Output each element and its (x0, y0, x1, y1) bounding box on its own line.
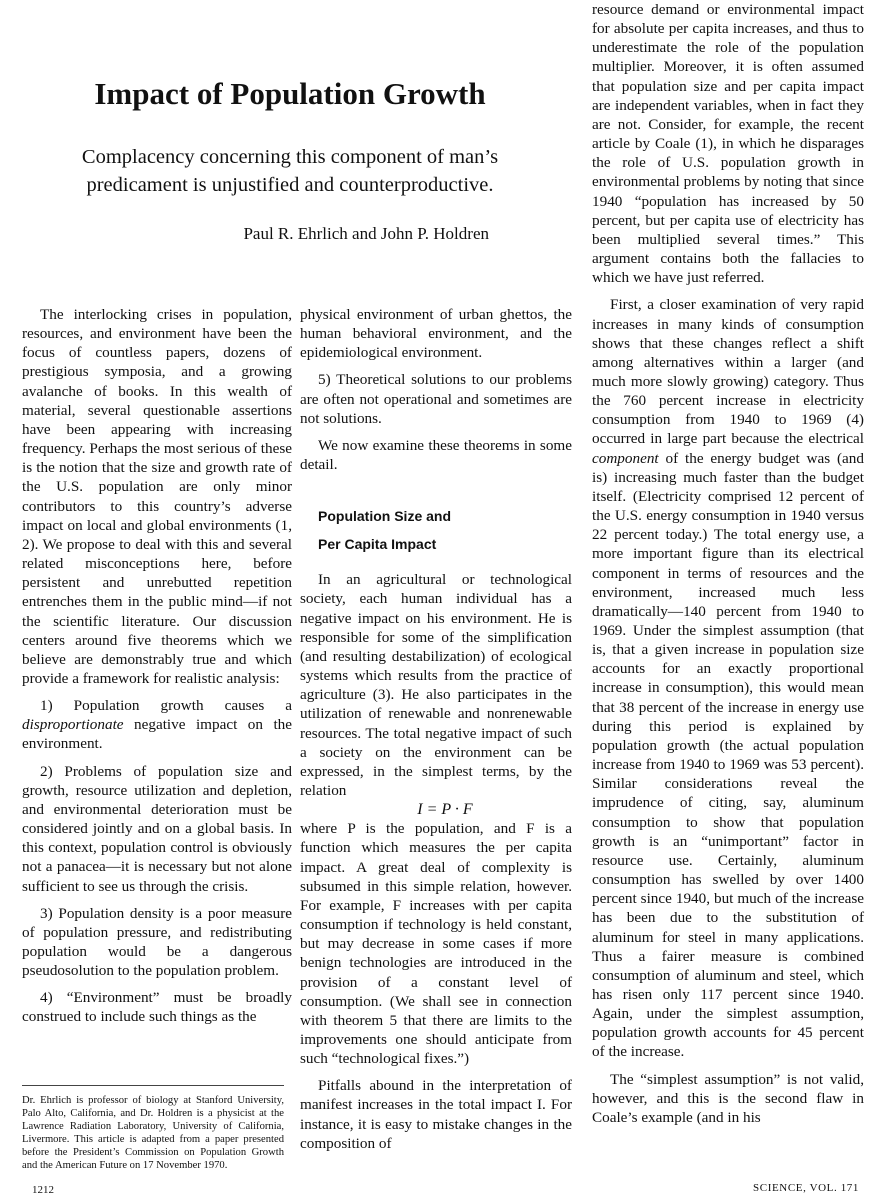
article-title: Impact of Population Growth (94, 76, 486, 111)
theorem-1: 1) Population growth causes a disproportionate negative impact on the environment. (22, 697, 292, 753)
section-heading-line-2: Per Capita Impact (318, 536, 437, 553)
emphasis-disproportionate: disproportionate (22, 716, 124, 734)
theorem-5: 5) Theoretical solutions to our problems are often not operational and sometimes are not solutions. (300, 371, 572, 427)
paragraph-examine: We now examine these theorems in some detail. (300, 436, 572, 474)
theorem-4: 4) “Environment” must be broadly construed to include such things as the (22, 989, 292, 1026)
section-heading-line-1: Population Size and (318, 508, 452, 525)
paragraph-pitfalls: Pitfalls abound in the interpretation of manifest increases in the total impact I. For instance, it is easy to mistake changes in the composition of (300, 1077, 572, 1152)
article-subtitle: Complacency concerning this component of man’s predicament is unjustified and counterproductive. (81, 146, 499, 196)
paragraph-where: where P is the population, and F is a function which measures the per capita impact. A great deal of complexity is subsumed in this simple relation, however. For example, F increases with per capita consumption if technology is held constant, but may decrease in some cases if more benign technologies are introduced in the provision of a constant level of consumption. (We shall see in connection with theorem 5 that there are limits to the improvements one should anticipate from such “technological fixes.”) (300, 820, 572, 1068)
section-heading (300, 502, 572, 558)
journal-footer: SCIENCE, VOL. 171 (753, 1182, 859, 1194)
theorem-2: 2) Problems of population size and growth, resource utilization and depletion, and environmental deterioration must be considered jointly and on a global basis. In this context, population control is obviously not a panacea—it is necessary but not alone sufficient to see us through the crisis. (22, 762, 292, 895)
emphasis-component: component (592, 449, 659, 467)
paragraph-resource-demand: resource demand or environmental impact for absolute per capita increases, and thus to underestimate the role of the population multiplier. Moreover, it is often assumed that population size and per capita impact are independent variables, when in fact they are not. Consider, for example, the recent article by Coale (1), in which he disparages the role of U.S. population growth in environmental problems by noting that since 1940 “population has increased by 50 percent, but per capita use of electricity has been multiplied several times.” This argument contains both the fallacies to which we have just referred. (592, 1, 864, 287)
text-column-1 (22, 305, 292, 1027)
paragraph-first: First, a closer examination of very rapid increases in many kinds of consumption shows that these changes reflect a shift among alternatives within a larger (and much more slowly growing) category. Thus the 760 percent increase in electricity consumption from 1940 to 1969 (4) occurred in large part because the electrical component of the energy budget was (and is) increasing much faster than the budget itself. (Electricity comprised 12 percent of the U.S. energy consumption in 1940 versus 22 percent today.) The total energy use, a more important figure than its electrical component in terms of resources and the environment, increased much less dramatically—140 percent from 1940 to 1969. Under the simplest assumption (that is, that a given increase in population size accounts for an exactly proportional increase in consumption), this would mean that 38 percent of the increase in energy use during this period is explained by population growth (the actual population increase from 1940 to 1969 was 53 percent). Similar considerations reveal the imprudence of citing, say, aluminum consumption to show that population growth is an “unimportant” factor in resource use. Certainly, aluminum consumption has swelled by over 1400 percent since 1940, but much of the increase has been due to the substitution of aluminum for steel in many applications. Thus a fairer measure is combined consumption of aluminum and steel, which has risen only 117 percent since 1940. Again, under the simplest assumption, population growth accounts for 45 percent of the increase. (592, 296, 864, 1061)
text-column-3 (592, 0, 864, 1127)
text-column-2 (300, 305, 572, 1153)
author-footnote: Dr. Ehrlich is professor of biology at Stanford University, Palo Alto, California, and Dr. Holdren is a physicist at the Lawrence Radiation Laboratory, University of California, Livermore. This article is adapted from a paper presented before the President’s Commission on Population Growth and the American Future on 17 November 1970. (22, 1085, 284, 1172)
paragraph-continuation: physical environment of urban ghettos, the human behavioral environment, and the epidemiological environment. (300, 306, 572, 362)
paragraph-society: In an agricultural or technological society, each human individual has a negative impact on his environment. He is responsible for some of the simplification (and resulting destabilization) of ecological systems which results from the practice of agriculture (3). He also participates in the utilization of renewable and nonrenewable resources. The total negative impact of such a society on the environment can be expressed, in the simplest terms, by the relation (300, 571, 572, 799)
theorem-3: 3) Population density is a poor measure of population pressure, and redistributing population would be a dangerous pseudosolution to the population problem. (22, 904, 292, 980)
page-number: 1212 (32, 1184, 54, 1196)
equation: I = P · F (417, 801, 473, 819)
paragraph-intro: The interlocking crises in population, resources, and environment have been the focus of countless papers, dozens of prestigious symposia, and a growing avalanche of books. In this wealth of material, several questionable assertions have been appearing with increasing frequency. Perhaps the most serious of these is the notion that the size and growth rate of the U.S. population are only minor contributors to this country’s adverse impact on local and global environments (1, 2). We propose to deal with this and several related misconceptions here, before persistent and unrebutted repetition entrenches them in the public mind—if not the scientific literature. Our discussion centers around five theorems which we believe are demonstrably true and which provide a framework for realistic analysis: (22, 306, 292, 687)
article-authors: Paul R. Ehrlich and John P. Holdren (243, 224, 489, 243)
paragraph-simplest-assumption: The “simplest assumption” is not valid, however, and this is the second flaw in Coale’s example (and in his (592, 1070, 864, 1126)
